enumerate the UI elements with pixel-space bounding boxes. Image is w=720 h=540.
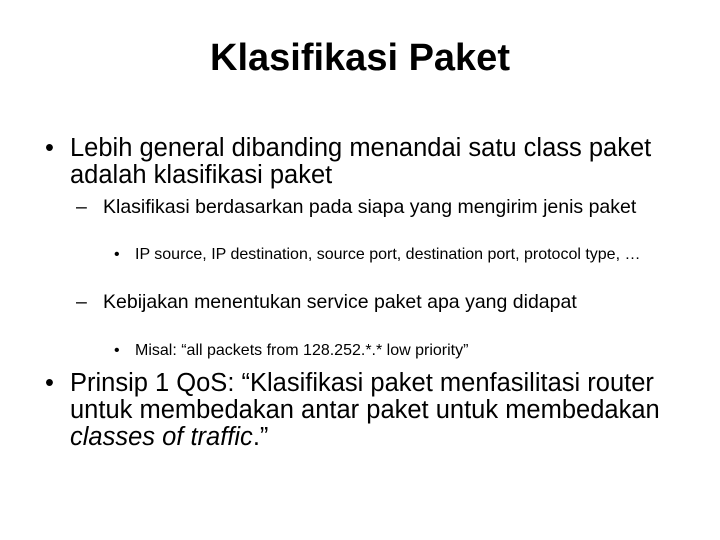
bullet-text: Misal: “all packets from 128.252.*.* low priority” [135,342,469,359]
bullet-level3-item [114,342,674,360]
bullet-marker: • [114,342,120,359]
bullet-text: Klasifikasi berdasarkan pada siapa yang mengirim jenis paket [103,196,637,218]
bullet-level2-item [76,196,666,218]
bullet-text-main: Prinsip 1 QoS: “Klasifikasi paket menfasilitasi router untuk membedakan antar paket untuk membedakan [70,369,660,424]
bullet-marker: • [114,246,120,263]
bullet-text: Lebih general dibanding menandai satu class paket adalah klasifikasi paket [70,134,652,189]
dash-marker: – [76,291,87,313]
bullet-level2-item [76,291,666,313]
slide-title: Klasifikasi Paket [210,37,510,79]
bullet-text: IP source, IP destination, source port, destination port, protocol type, … [135,246,641,263]
bullet-text: Kebijakan menentukan service paket apa yang didapat [103,291,577,313]
bullet-text-italic: classes of traffic [70,423,253,451]
bullet-marker: • [45,369,54,397]
bullet-level3-item [114,246,674,264]
bullet-text-end: .” [252,423,269,451]
dash-marker: – [76,196,87,218]
bullet-text [70,370,675,451]
bullet-marker: • [45,134,54,162]
bullet-level1-item [45,370,675,451]
bullet-level1-item [45,135,675,189]
